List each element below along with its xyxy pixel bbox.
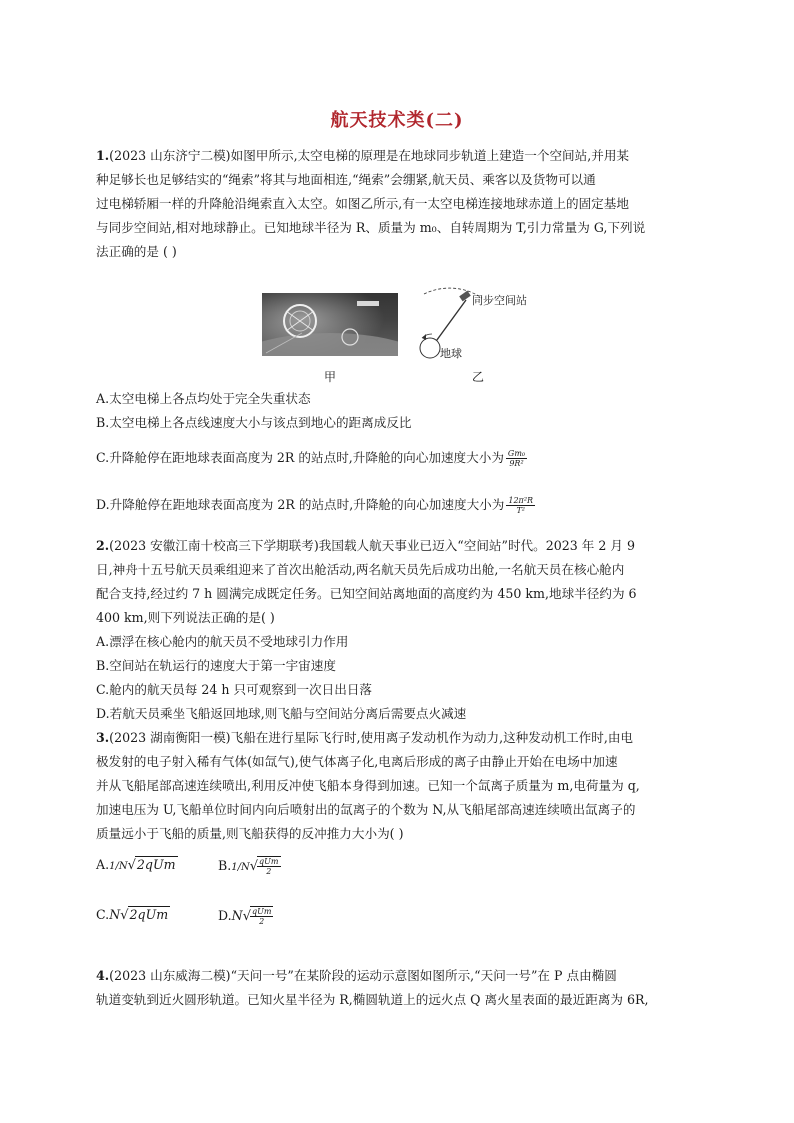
q2-line-3: 配合支持,经过约 7 h 圆满完成既定任务。已知空间站离地面的高度约为 450 km,地球半径约为 6 [96,586,637,601]
q3-line-3: 并从飞船尾部高速连续喷出,利用反冲使飞船本身得到加速。已知一个氙离子质量为 m,电荷量为 q, [96,778,640,793]
q4-line-1: 4.(2023 山东威海二模)“天问一号”在某阶段的运动示意图如图所示,“天问一号”在 P 点由椭圆 [96,968,617,983]
station-label: 同步空间站 [472,294,527,307]
q2-option-b: B.空间站在轨运行的速度大于第一宇宙速度 [96,658,336,673]
q1-option-a: A.太空电梯上各点均处于完全失重状态 [96,391,311,406]
q3-line-4: 加速电压为 U,飞船单位时间内向后喷射出的氙离子的个数为 N,从飞船尾部高速连续喷出氙离子的 [96,802,636,817]
q2-line-2: 日,神舟十五号航天员乘组迎来了首次出舱活动,两名航天员先后成功出舱,一名航天员在核心舱内 [96,562,625,577]
q2-line-1: 2.(2023 安徽江南十校高三下学期联考)我国载人航天事业已迈入“空间站”时代。2023 年 2 月 9 [96,538,636,553]
q1-number: 1. [96,148,110,163]
q1-option-b: B.太空电梯上各点线速度大小与该点到地心的距离成反比 [96,415,412,430]
earth-circle [420,338,440,358]
q4-line-2: 轨道变轨到近火圆形轨道。已知火星半径为 R,椭圆轨道上的远火点 Q 离火星表面的最近距离为 6R, [96,992,649,1007]
q3-option-c: C.N√2qUm [96,907,169,923]
q1-line-3: 过电梯轿厢一样的升降舱沿绳索直入太空。如图乙所示,有一太空电梯连接地球赤道上的固定基地 [96,196,629,211]
earth-label: 地球 [440,347,462,360]
figure-yi-caption: 乙 [472,370,485,384]
q3-number: 3. [96,730,110,745]
q3-option-b: B.1/N√ $\frac{\text{qUm}}{2}$ [218,857,279,876]
q1-line-5: 法正确的是 ( ) [96,244,177,259]
station-icon [459,291,471,302]
q2-line-4: 400 km,则下列说法正确的是( ) [96,610,275,625]
q1-line-1: 1.(2023 山东济宁二模)如图甲所示,太空电梯的原理是在地球同步轨道上建造一个空间站,并用某 [96,148,630,163]
page-title: 航天技术类(二) [330,110,464,131]
q1-line-2: 种足够长也足够结实的“绳索”将其与地面相连,“绳索”会绷紧,航天员、乘客以及货物可以通 [96,172,596,187]
q4-number: 4. [96,968,110,983]
q3-option-d: D.N√ $\frac{\text{qUm}}{2}$ [218,907,272,926]
q1-option-d: D.升降舱停在距地球表面高度为 2R 的站点时,升降舱的向心加速度大小为 $\frac{\text{12π²R}}{\text{T²}}$ [96,496,534,515]
q3-line-1: 3.(2023 湖南衡阳一模)飞船在进行星际飞行时,使用离子发动机作为动力,这种发动机工作时,由电 [96,730,634,745]
q2-option-a: A.漂浮在核心舱内的航天员不受地球引力作用 [96,634,349,649]
q3-line-2: 极发射的电子射入稀有气体(如氙气),使气体离子化,电离后形成的离子由静止开始在电场中加速 [96,754,618,769]
space-elevator-photo [262,293,398,356]
q1-option-c: C.升降舱停在距地球表面高度为 2R 的站点时,升降舱的向心加速度大小为 $\frac{\text{Gm₀}}{\text{9R²}}$ [96,449,526,468]
q3-option-a: A.1/N√2qUm [96,857,176,873]
q1-option-d-fraction: $\frac{\text{12π²R}}{\text{T²}}$ [508,496,534,515]
figure-jia-caption: 甲 [324,370,337,384]
q2-option-d: D.若航天员乘坐飞船返回地球,则飞船与空间站分离后需要点火减速 [96,706,467,721]
space-elevator-illustration [262,293,398,356]
q1-option-c-fraction: $\frac{\text{Gm₀}}{\text{9R²}}$ [507,449,526,468]
q1-line-4: 与同步空间站,相对地球静止。已知地球半径为 R、质量为 m₀、自转周期为 T,引力常量为 G,下列说 [96,220,646,235]
q3-line-5: 质量远小于飞船的质量,则飞船获得的反冲推力大小为( ) [96,826,404,841]
tether-line [434,300,466,344]
q2-number: 2. [96,538,110,553]
q2-option-c: C.舱内的航天员每 24 h 只可观察到一次日出日落 [96,682,373,697]
